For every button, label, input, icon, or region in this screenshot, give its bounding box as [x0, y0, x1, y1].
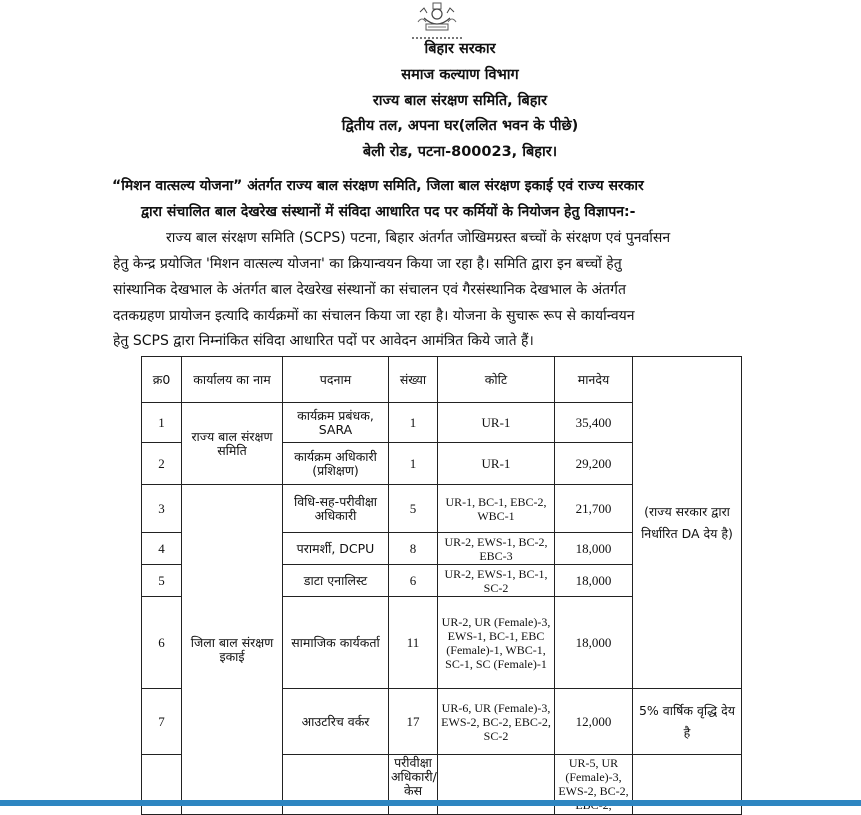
row-category: UR-1	[438, 403, 555, 443]
row-post: परामर्शी, DCPU	[283, 533, 389, 565]
header-office-name: कार्यालय का नाम	[182, 357, 283, 403]
row-post: सामाजिक कार्यकर्ता	[283, 597, 389, 689]
header-department: समाज कल्याण विभाग	[401, 67, 519, 83]
row-post: परीवीक्षा अधिकारी/ केस	[389, 755, 438, 815]
row-honorarium: 18,000	[555, 597, 633, 689]
row-category: UR-6, UR (Female)-3, EWS-2, BC-2, EBC-2, SC-2	[438, 689, 555, 755]
row-category: UR-2, EWS-1, BC-1, SC-2	[438, 565, 555, 597]
vacancy-table	[141, 356, 742, 815]
increment-note: 5% वार्षिक वृद्धि देय है	[638, 702, 736, 740]
row-post: विधि-सह-परीवीक्षा अधिकारी	[283, 485, 389, 533]
row-post: कार्यक्रम प्रबंधक, SARA	[283, 403, 389, 443]
intro-paragraph-line3: सांस्थानिक देखभाल के अंतर्गत बाल देखरेख संस्थानों का संचालन एवं गैरसंस्थानिक देखभाल के अंतर्गत	[113, 282, 626, 298]
row-count: 8	[389, 533, 438, 565]
row-honorarium: 35,400	[555, 403, 633, 443]
increment-note-cell	[633, 689, 742, 755]
row-category: UR-1, BC-1, EBC-2, WBC-1	[438, 485, 555, 533]
row-serial: 5	[142, 565, 182, 597]
row-honorarium: 18,000	[555, 565, 633, 597]
row-category: UR-1	[438, 443, 555, 485]
row-honorarium: 29,200	[555, 443, 633, 485]
da-note-cell	[633, 357, 742, 689]
intro-paragraph-line5: हेतु SCPS द्वारा निम्नांकित संविदा आधारित पदों पर आवेदन आमंत्रित किये जाते हैं।	[113, 333, 534, 349]
advertisement-title-line2: द्वारा संचालित बाल देखरेख संस्थानों में संविदा आधारित पद पर कर्मियों के नियोजन हेतु विज्ञापन:-	[141, 204, 636, 220]
row-serial: 2	[142, 443, 182, 485]
row-count: 5	[389, 485, 438, 533]
header-address-line1: द्वितीय तल, अपना घर(ललित भवन के पीछे)	[341, 118, 579, 134]
row-count: 17	[389, 689, 438, 755]
row-honorarium: 12,000	[555, 689, 633, 755]
row-serial: 7	[142, 689, 182, 755]
advertisement-title-line1: “मिशन वात्सल्य योजना” अंतर्गत राज्य बाल संरक्षण समिति, जिला बाल संरक्षण इकाई एवं राज्य सरकार	[112, 178, 644, 194]
table-header-row	[142, 357, 742, 403]
header-honorarium: मानदेय	[555, 357, 633, 403]
row-post: डाटा एनालिस्ट	[283, 565, 389, 597]
state-emblem-icon	[416, 2, 458, 36]
header-committee: राज्य बाल संरक्षण समिति, बिहार	[372, 93, 548, 109]
row-serial: 3	[142, 485, 182, 533]
row-count: 11	[389, 597, 438, 689]
header-government: बिहार सरकार	[424, 41, 496, 57]
header-count: संख्या	[389, 357, 438, 403]
row-count: 1	[389, 403, 438, 443]
header-serial: क्र0	[142, 357, 182, 403]
header-address-line2: बेली रोड, पटना-800023, बिहार।	[362, 144, 558, 160]
row-category: UR-2, EWS-1, BC-2, EBC-3	[438, 533, 555, 565]
office-state-committee: राज्य बाल संरक्षण समिति	[182, 403, 283, 485]
row-honorarium: 21,700	[555, 485, 633, 533]
row-count: 6	[389, 565, 438, 597]
row-post: आउटरिच वर्कर	[283, 689, 389, 755]
row-post: कार्यक्रम अधिकारी (प्रशिक्षण)	[283, 443, 389, 485]
row-category: UR-2, UR (Female)-3, EWS-1, BC-1, EBC (Female)-1, WBC-1, SC-1, SC (Female)-1	[438, 597, 555, 689]
row-serial: 6	[142, 597, 182, 689]
header-category: कोटि	[438, 357, 555, 403]
viewer-bottom-edge	[0, 800, 861, 806]
row-honorarium: 18,000	[555, 533, 633, 565]
intro-paragraph-line1: राज्य बाल संरक्षण समिति (SCPS) पटना, बिहार अंतर्गत जोखिमग्रस्त बच्चों के संरक्षण एवं पुनर्वासन	[166, 230, 671, 246]
row-category: UR-5, UR (Female)-3, EWS-2, BC-2,	[555, 755, 633, 815]
intro-paragraph-line4: दतकग्रहण प्रायोजन इत्यादि कार्यक्रमों का संचालन किया जा रहा है। योजना के सुचारू रूप से कार्यान्वयन	[113, 308, 635, 324]
da-note: (राज्य सरकार द्वारा निर्धारित DA देय है)	[641, 503, 733, 541]
office-district-unit: जिला बाल संरक्षण इकाई	[182, 485, 283, 815]
header-post-name: पदनाम	[283, 357, 389, 403]
row-serial: 4	[142, 533, 182, 565]
emblem-caption	[412, 34, 462, 39]
intro-paragraph-line2: हेतु केन्द्र प्रयोजित 'मिशन वात्सल्य योजना' का क्रियान्वयन किया जा रहा है। समिति द्वारा इन बच्चों हेतु	[113, 256, 622, 272]
row-count: 1	[389, 443, 438, 485]
row-serial: 1	[142, 403, 182, 443]
